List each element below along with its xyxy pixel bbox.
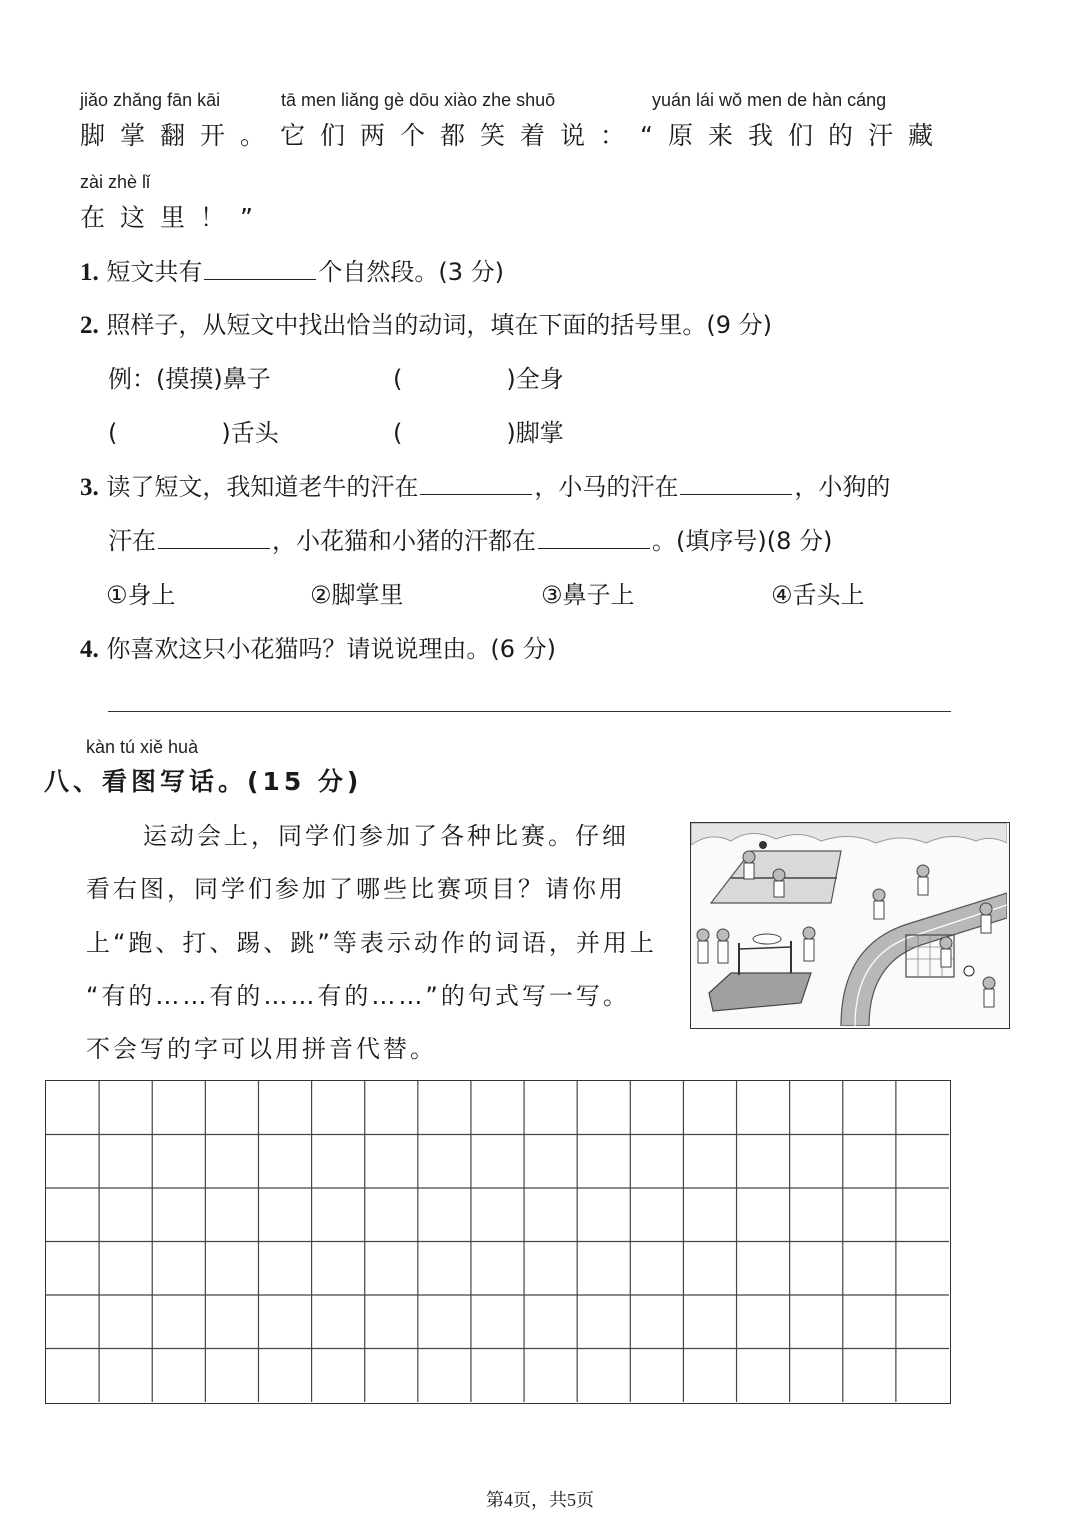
runner-2: [917, 865, 929, 877]
q3-text-2: ，小马的汗在: [534, 473, 679, 501]
question-4: [80, 629, 556, 664]
q3-option-2: ②脚掌里: [310, 581, 404, 609]
high-jump-bar: [739, 947, 791, 949]
question-1-number: 1.: [80, 259, 99, 286]
writing-grid-lines: [46, 1081, 949, 1402]
q3-text-1: 读了短文，我知道老牛的汗在: [106, 473, 419, 501]
pinyin-line-2: zài zhè lǐ: [80, 172, 151, 192]
question-1-text-before: 短文共有: [106, 258, 203, 286]
soccer-player-2: [983, 977, 995, 989]
question-2: [80, 305, 772, 340]
spectator-1: [697, 929, 709, 941]
pinyin-line-1c: yuán lái wǒ men de hàn cáng: [652, 90, 887, 110]
high-jump-mat: [709, 973, 811, 1011]
item-object: 脚掌: [515, 419, 564, 447]
player-badminton-2-body: [774, 881, 784, 897]
sports-day-scene: [691, 823, 1007, 1026]
runner-2-body: [918, 877, 928, 895]
passage-line-2: 在这里！”: [80, 203, 268, 232]
example-verb: (摸摸): [156, 365, 223, 393]
soccer-player-1: [940, 937, 952, 949]
question-1-blank[interactable]: [204, 257, 316, 280]
paren-open: (: [393, 365, 403, 393]
example-label: 例：: [108, 365, 156, 393]
q3-text-5: ，小花猫和小猪的汗都在: [272, 527, 536, 555]
section-8-pinyin: kàn tú xiě huà: [86, 737, 199, 757]
writing-grid[interactable]: [45, 1080, 951, 1404]
pinyin-line-1a: jiǎo zhǎng fān kāi: [80, 90, 221, 110]
question-1-text-after: 个自然段。(3 分): [318, 258, 505, 286]
question-3-line-1: [80, 467, 890, 502]
shuttlecock-icon: [759, 841, 767, 849]
paren-close: ): [506, 365, 516, 393]
prompt-line-3: 上“跑、打、踢、跳”等表示动作的词语，并用上: [86, 929, 657, 957]
question-2-example: [108, 359, 271, 394]
page-number: 第4页，共5页: [486, 1490, 594, 1510]
question-1: [80, 252, 504, 287]
pinyin-line-1b: tā men liǎng gè dōu xiào zhe shuō: [281, 90, 556, 110]
item-object: 舌头: [230, 419, 279, 447]
q3-text-3: ，小狗的: [794, 473, 891, 501]
player-badminton-2: [773, 869, 785, 881]
q3-blank-dog[interactable]: [158, 526, 270, 549]
player-badminton-1-body: [744, 863, 754, 879]
question-2-item-1: [393, 359, 564, 394]
q3-blank-cat-pig[interactable]: [538, 526, 650, 549]
runner-1: [873, 889, 885, 901]
runner-3: [980, 903, 992, 915]
paren-open: (: [393, 419, 403, 447]
q3-option-1: ①身上: [106, 581, 176, 609]
prompt-line-1: 运动会上，同学们参加了各种比赛。仔细: [143, 822, 629, 850]
soccer-player-1-body: [941, 949, 951, 967]
question-3-line-2: [108, 521, 832, 556]
question-2-item-2: [108, 413, 279, 448]
question-4-answer-line[interactable]: [108, 711, 951, 712]
soccer-player-2-body: [984, 989, 994, 1007]
question-2-item-3: [393, 413, 564, 448]
spectator-3-body: [804, 939, 814, 961]
item-object: 全身: [515, 365, 564, 393]
q3-text-6: 。(填序号)(8 分): [652, 527, 833, 555]
prompt-line-4: “有的……有的……有的……”的句式写一写。: [86, 982, 630, 1010]
q3-text-4: 汗在: [108, 527, 156, 555]
prompt-line-5: 不会写的字可以用拼音代替。: [86, 1035, 437, 1063]
soccer-ball-icon: [964, 966, 974, 976]
q3-blank-horse[interactable]: [680, 472, 792, 495]
q3-option-4: ④舌头上: [771, 581, 865, 609]
paren-open: (: [108, 419, 118, 447]
question-4-prompt: 你喜欢这只小花猫吗？请说说理由。(6 分): [106, 635, 557, 663]
spectator-3: [803, 927, 815, 939]
question-3-number: 3.: [80, 474, 99, 501]
runner-3-body: [981, 915, 991, 933]
spectator-2: [717, 929, 729, 941]
paren-close: ): [506, 419, 516, 447]
runner-1-body: [874, 901, 884, 919]
q3-blank-ox[interactable]: [420, 472, 532, 495]
q3-option-3: ③鼻子上: [541, 581, 635, 609]
sports-day-illustration: [690, 822, 1010, 1029]
section-8-title: 八、看图写话。(15 分): [44, 767, 363, 796]
question-4-number: 4.: [80, 636, 99, 663]
high-jumper: [753, 934, 781, 944]
example-object: 鼻子: [222, 365, 271, 393]
question-2-prompt: 照样子，从短文中找出恰当的动词，填在下面的括号里。(9 分): [106, 311, 773, 339]
passage-line-1: 脚掌翻开。它们两个都笑着说：“原来我们的汗藏: [80, 121, 948, 150]
player-badminton-1: [743, 851, 755, 863]
spectator-2-body: [718, 941, 728, 963]
question-2-number: 2.: [80, 312, 99, 339]
spectator-1-body: [698, 941, 708, 963]
paren-close: ): [221, 419, 231, 447]
prompt-line-2: 看右图，同学们参加了哪些比赛项目？请你用: [86, 875, 626, 903]
clouds: [691, 823, 1007, 845]
